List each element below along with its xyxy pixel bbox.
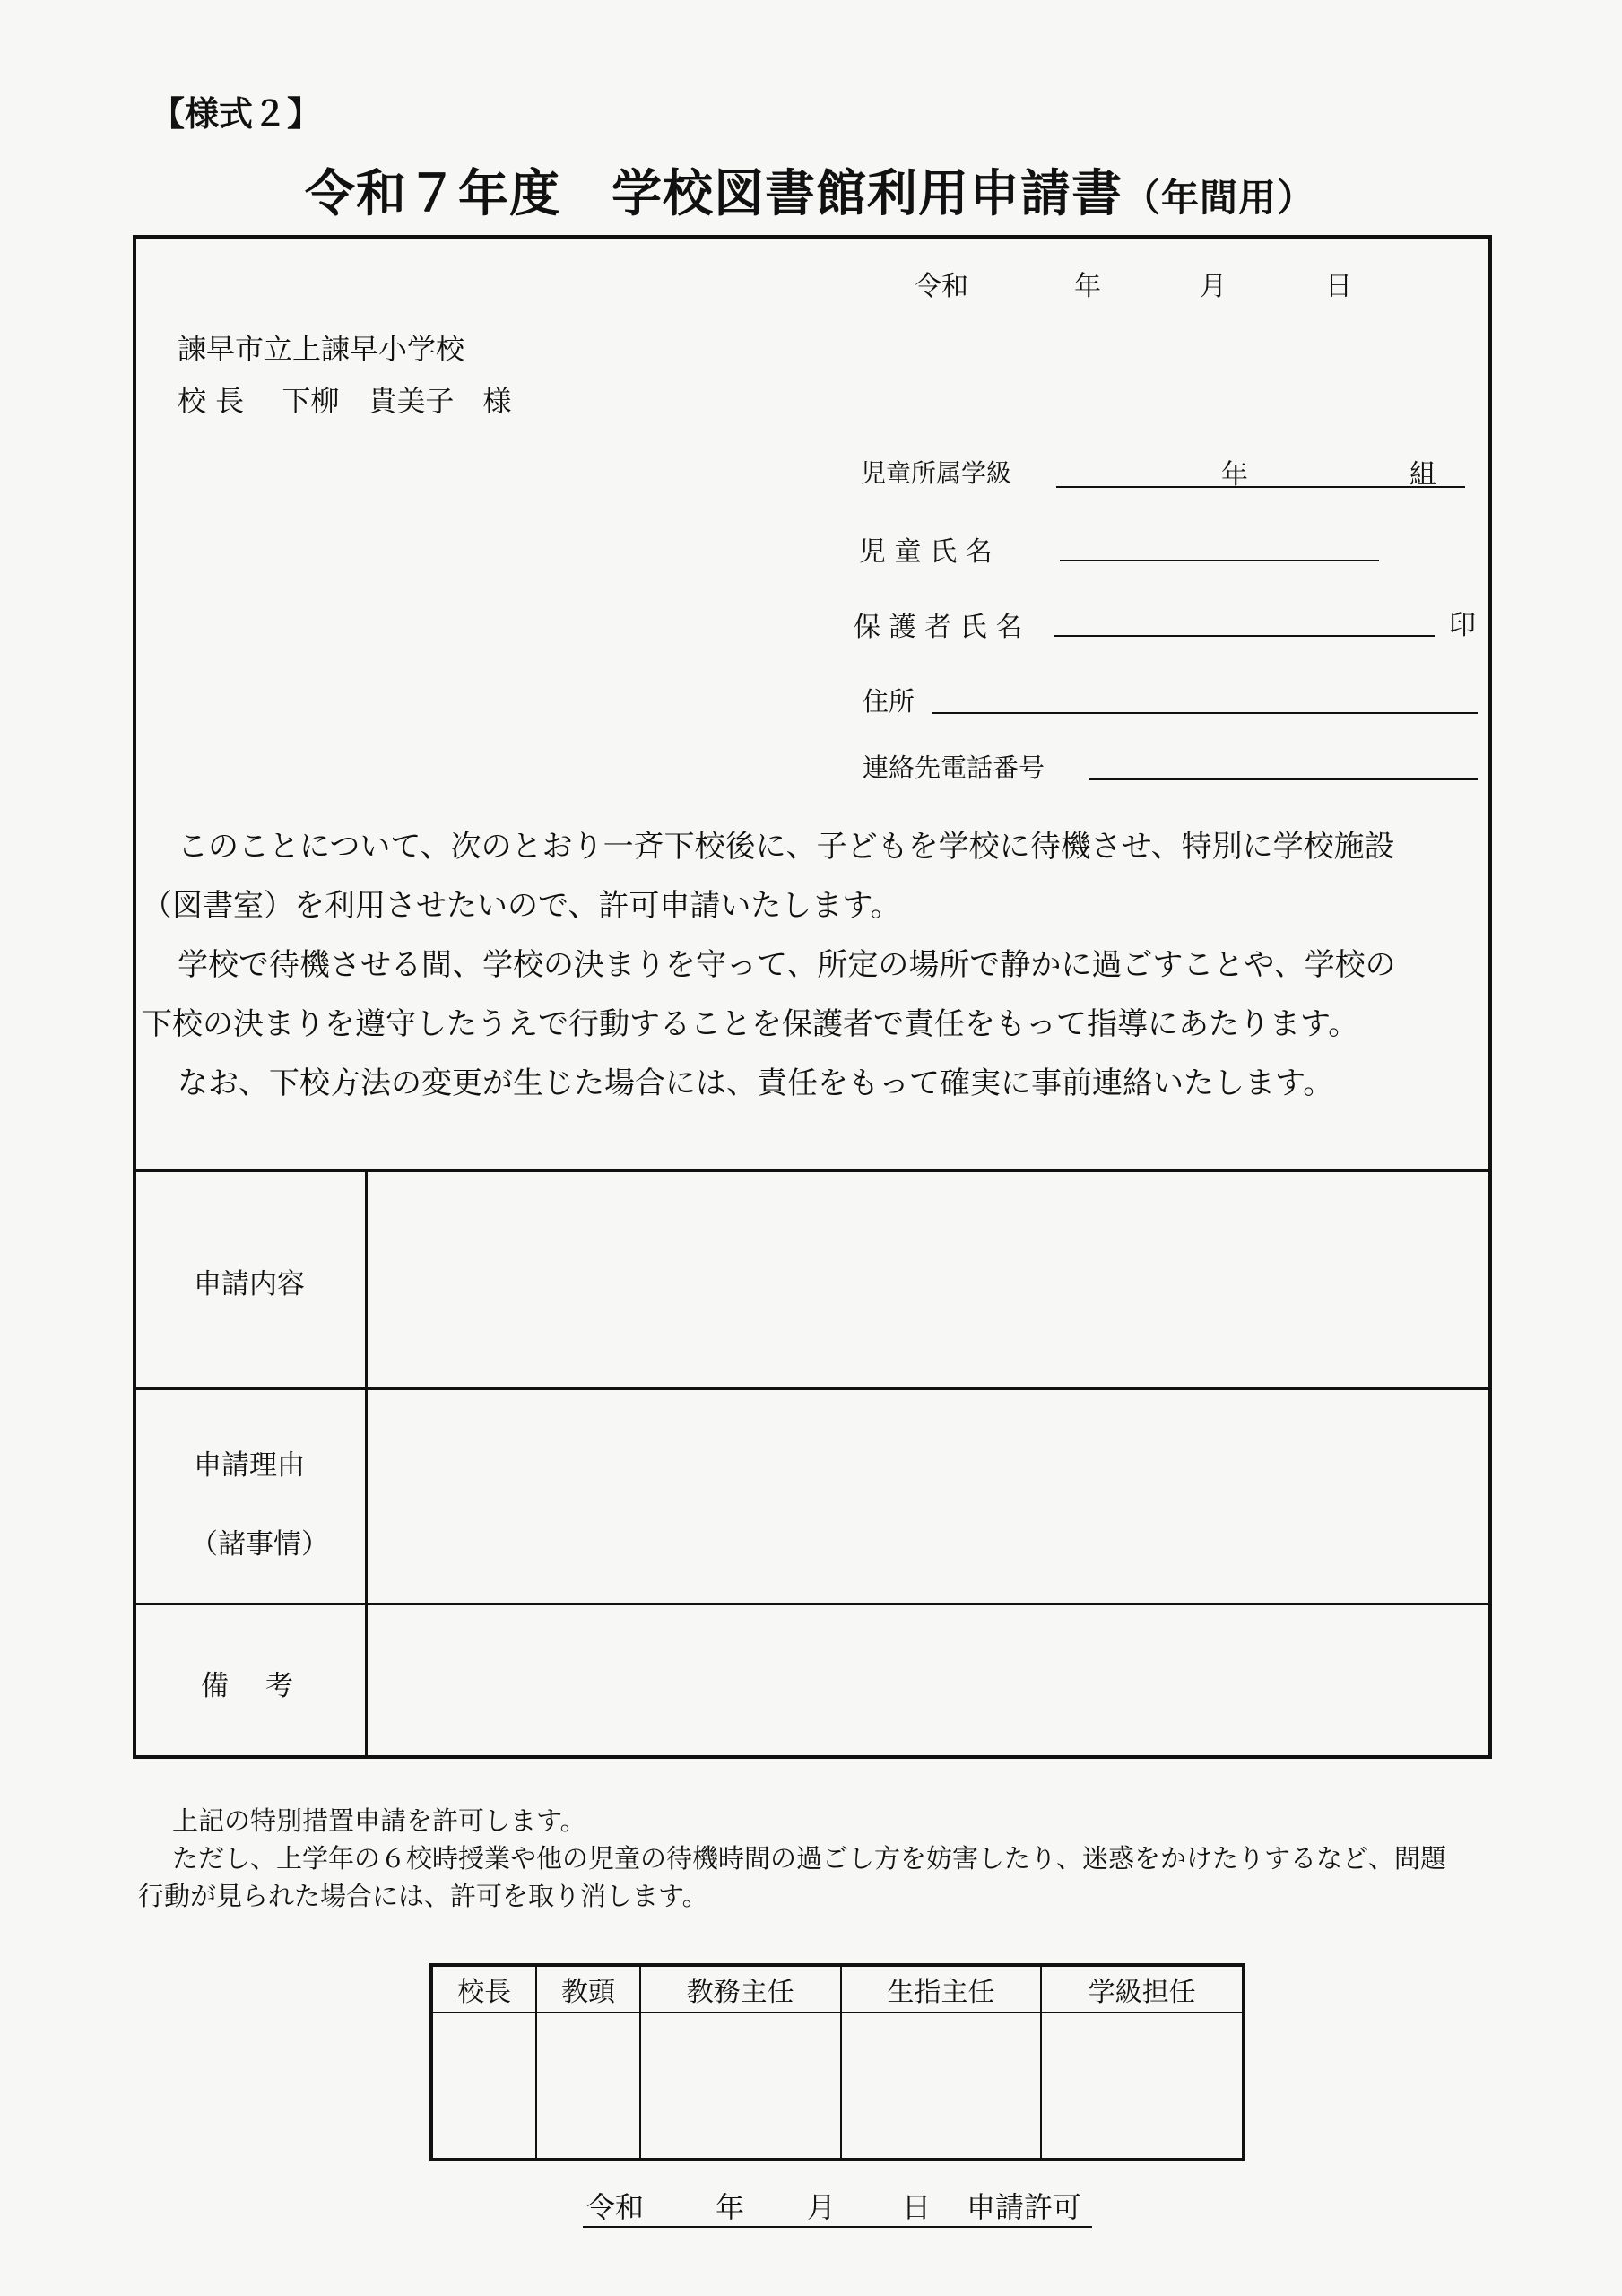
body-paragraph-3: 学校で待機させる間、学校の決まりを守って、所定の場所で静かに過ごすことや、学校の [178, 947, 1396, 983]
class-year-label: 年 [1221, 459, 1248, 491]
approval-date-era: 令和 [586, 2190, 645, 2224]
content-input-cell[interactable] [368, 1171, 1488, 1387]
date-day-label: 日 [1325, 271, 1352, 302]
body-paragraph-1: このことについて、次のとおり一斉下校後に、子どもを学校に待機させ、特別に学校施設 [178, 829, 1395, 865]
approval-stamp-table [429, 1963, 1245, 2161]
body-paragraph-4: 下校の決まりを遵守したうえで行動することを保護者で責任をもって指導にあたります。 [142, 1006, 1359, 1042]
stamp-box-academic-chief[interactable] [640, 2013, 841, 2160]
remarks-input-cell[interactable] [368, 1605, 1488, 1755]
approval-stamp-row [431, 2013, 1244, 2160]
approval-text-1: 上記の特別措置申請を許可します。 [172, 1805, 586, 1836]
stamp-header-homeroom-teacher: 学級担任 [1041, 1965, 1244, 2013]
stamp-header-principal: 校長 [431, 1965, 536, 2013]
date-year-label: 年 [1074, 271, 1101, 302]
stamp-box-guidance-chief[interactable] [841, 2013, 1042, 2160]
approval-date-label: 申請許可 [967, 2190, 1082, 2224]
addressee-principal: 校 長 下柳 貴美子 様 [178, 384, 512, 418]
reason-sublabel: （諸事情） [190, 1528, 329, 1561]
content-row [136, 1171, 1488, 1390]
guardian-name-input-line[interactable] [1054, 635, 1435, 637]
stamp-header-academic-chief: 教務主任 [640, 1965, 841, 2013]
seal-label: 印 [1449, 610, 1476, 641]
approval-date-month: 月 [807, 2190, 837, 2224]
approval-date-day: 日 [902, 2190, 932, 2224]
stamp-header-guidance-chief: 生指主任 [841, 1965, 1042, 2013]
content-label: 申請内容 [194, 1268, 305, 1300]
class-group-label: 組 [1409, 459, 1436, 491]
date-month-label: 月 [1200, 271, 1227, 302]
reason-row [136, 1390, 1488, 1605]
document-title [305, 154, 1315, 226]
remarks-label: 備 考 [201, 1670, 293, 1702]
stamp-box-homeroom-teacher[interactable] [1041, 2013, 1244, 2160]
approval-date-line [583, 2185, 1092, 2228]
addressee-school: 諫早市立上諫早小学校 [178, 332, 465, 366]
approval-stamp-header-row [431, 1965, 1244, 2013]
phone-input-line[interactable] [1089, 778, 1478, 780]
body-paragraph-2: （図書室）を利用させたいので、許可申請いたします。 [142, 888, 901, 924]
address-label: 住所 [863, 686, 915, 717]
date-era: 令和 [915, 271, 968, 302]
remarks-row [136, 1605, 1488, 1755]
reason-row-header [136, 1390, 368, 1603]
document-title-main: 令和７年度 学校図書館利用申請書 [305, 165, 1123, 223]
class-label: 児童所属学級 [861, 458, 1012, 488]
stamp-box-principal[interactable] [431, 2013, 536, 2160]
child-name-label: 児 童 氏 名 [859, 536, 993, 568]
reason-input-cell[interactable] [368, 1390, 1488, 1603]
reason-label: 申請理由 [194, 1449, 305, 1482]
address-input-line[interactable] [932, 712, 1478, 714]
child-name-input-line[interactable] [1060, 560, 1379, 561]
guardian-name-label: 保 護 者 氏 名 [854, 612, 1023, 643]
content-row-header [136, 1171, 368, 1387]
remarks-row-header [136, 1605, 368, 1755]
application-upper-box [133, 235, 1492, 1172]
body-paragraph-5: なお、下校方法の変更が生じた場合には、責任をもって確実に事前連絡いたします。 [178, 1065, 1334, 1101]
stamp-header-vice-principal: 教頭 [536, 1965, 640, 2013]
approval-date-year: 年 [716, 2190, 745, 2224]
class-input-line[interactable] [1056, 486, 1465, 488]
form-code: 【様式２】 [151, 94, 322, 134]
phone-label: 連絡先電話番号 [863, 752, 1045, 783]
document-title-suffix: （年間用） [1123, 176, 1316, 220]
approval-text-2: ただし、上学年の６校時授業や他の児童の待機時間の過ごし方を妨害したり、迷惑をかけたりするなど、問題 [172, 1843, 1447, 1874]
application-detail-table [133, 1171, 1492, 1759]
stamp-box-vice-principal[interactable] [536, 2013, 640, 2160]
approval-text-3: 行動が見られた場合には、許可を取り消します。 [138, 1881, 708, 1911]
